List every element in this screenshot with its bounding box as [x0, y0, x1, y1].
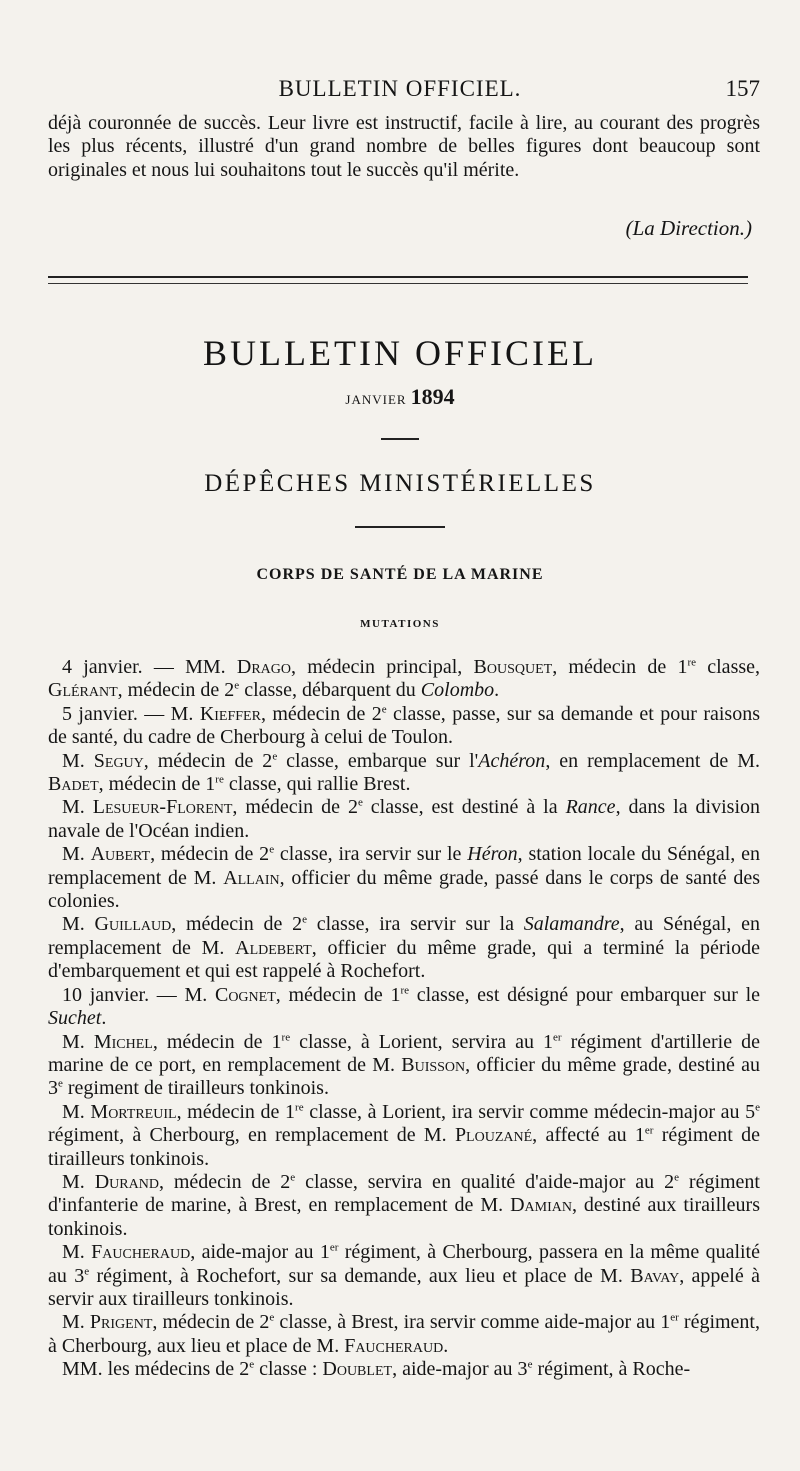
entry-text: classe, servira en qualité d'aide-major au 2	[295, 1170, 675, 1193]
mutation-entry	[48, 1358, 760, 1381]
person-name: Bavay	[630, 1264, 680, 1287]
entry-text: e	[381, 703, 387, 716]
entry-text: er	[670, 1311, 679, 1324]
entry-text: M.	[62, 913, 95, 936]
entry-text: , médecin de 2	[171, 913, 303, 936]
entry-text: régiment d'artillerie de marine de ce port, en remplacement de M.	[48, 1030, 760, 1076]
entry-text: , médecin principal,	[291, 656, 474, 678]
entry-text: re	[295, 1101, 304, 1114]
mutation-entry	[48, 1241, 760, 1311]
entry-text: M.	[62, 1311, 90, 1334]
person-name: Kieffer	[199, 702, 261, 725]
entry-text: , officier du même grade, passé dans le corps de santé des colonies.	[48, 866, 760, 913]
issue-month: JANVIER	[345, 392, 407, 407]
mutation-entry	[48, 1101, 760, 1171]
entry-text: , médecin de 2	[117, 679, 235, 702]
person-name: Drago	[236, 656, 292, 678]
entry-text: , médecin de 1	[98, 773, 216, 796]
entry-text: régiment, à Cherbourg, aux lieu et place de M.	[48, 1311, 760, 1357]
mutation-entries	[48, 656, 760, 1382]
entry-text: 4 janvier. — MM.	[62, 656, 237, 678]
mutation-entry	[48, 750, 760, 797]
mutation-entry	[48, 984, 760, 1031]
person-name: Plouzané	[454, 1124, 533, 1147]
entry-text: er	[329, 1241, 339, 1254]
person-name: Badet	[48, 773, 99, 796]
entry-text: , officier du même grade, destiné au 3	[48, 1053, 760, 1100]
ship-name: Suchet	[48, 1007, 102, 1030]
short-rule	[381, 438, 419, 440]
person-name: Seguy	[93, 749, 144, 772]
entry-text: e	[272, 749, 278, 762]
entry-text: classe, qui rallie Brest.	[223, 773, 411, 796]
person-name: Doublet	[322, 1358, 393, 1381]
entry-text: .	[101, 1007, 107, 1030]
person-name: Guillaud	[94, 913, 172, 936]
entry-text: , aide-major au 1	[190, 1241, 330, 1264]
entry-text: e	[249, 1358, 255, 1371]
running-title: BULLETIN OFFICIEL.	[278, 76, 522, 101]
person-name: Durand	[94, 1170, 159, 1193]
entry-text: e	[84, 1264, 90, 1277]
entry-text: régiment, à Cherbourg, en remplacement de M.	[48, 1124, 455, 1147]
entry-text: classe, est désigné pour embarquer sur le	[409, 983, 761, 1006]
intro-paragraph	[48, 112, 760, 182]
entry-text: e	[269, 1311, 275, 1324]
entry-text: er	[553, 1030, 562, 1043]
person-name: Damian	[510, 1194, 572, 1217]
entry-text: , médecin de 2	[150, 843, 270, 866]
person-name: Faucheraud	[91, 1241, 191, 1264]
person-name: Cognet	[214, 983, 276, 1006]
entry-text: , médecin de 2	[260, 702, 382, 725]
entry-text: classe, à Lorient, servira au 1	[290, 1030, 554, 1053]
issue-date	[0, 384, 800, 410]
entry-text: .	[443, 1334, 449, 1357]
entry-text: , dans la division navale de l'Océan indien.	[48, 796, 761, 842]
bulletin-title: BULLETIN OFFICIEL	[203, 333, 597, 373]
entry-text: classe, ira servir sur le	[274, 843, 468, 866]
entry-text: e	[290, 1171, 296, 1184]
person-name: Prigent	[89, 1311, 153, 1334]
entry-text: , médecin de 1	[275, 983, 401, 1006]
ship-name: Rance	[565, 796, 616, 819]
subsection-title: CORPS DE SANTÉ DE LA MARINE	[256, 566, 544, 583]
entry-text: régiment d'infanterie de marine, à Brest, en remplacement de M.	[48, 1170, 760, 1217]
mutation-entry	[48, 703, 760, 750]
ship-name: Héron	[467, 843, 518, 866]
entry-text: M.	[62, 843, 91, 866]
person-name: Aldebert	[235, 936, 312, 959]
mutation-entry	[48, 796, 760, 843]
entry-text: MM. les médecins de 2	[62, 1358, 250, 1381]
entry-text: 10 janvier. — M.	[62, 983, 215, 1006]
mutation-entry	[48, 1171, 760, 1241]
entry-text: classe, ira servir sur la	[306, 913, 524, 936]
entry-text: classe, passe, sur sa demande et pour raisons de santé, du cadre de Cherbourg à celui de Toulon.	[48, 702, 760, 749]
entry-text: , station locale du Sénégal, en remplacement de M.	[48, 843, 760, 889]
entry-text: .	[494, 679, 500, 702]
entry-text: re	[400, 984, 410, 997]
entry-text: e	[58, 1077, 63, 1090]
entry-text: e	[755, 1101, 760, 1114]
entry-text: régiment, à Rochefort, sur sa demande, aux lieu et place de M.	[89, 1264, 631, 1287]
entry-text: M.	[62, 1241, 92, 1264]
person-name: Glérant	[48, 679, 118, 702]
entry-text: M.	[62, 749, 94, 772]
entry-text: regiment de tirailleurs tonkinois.	[62, 1077, 329, 1100]
entry-text: , médecin de 2	[152, 1311, 270, 1334]
mutation-entry	[48, 913, 760, 983]
ship-name: Salamandre	[523, 913, 620, 936]
person-name: Faucheraud	[344, 1334, 444, 1357]
entry-text: re	[687, 656, 697, 669]
mutation-entry	[48, 656, 760, 703]
entry-text: classe, embarque sur l'	[277, 749, 479, 772]
page-number: 157	[725, 76, 760, 101]
mutation-entry	[48, 1311, 760, 1358]
entry-text: régiment, à Roche-	[532, 1358, 691, 1381]
entry-text: , médecin de 1	[176, 1100, 296, 1123]
person-name: Allain	[223, 866, 280, 889]
person-name: Aubert	[90, 843, 151, 866]
entry-text: e	[269, 843, 275, 856]
entry-text: , affecté au 1	[532, 1124, 645, 1147]
entry-text: , médecin de 1	[152, 1030, 282, 1053]
ship-name: Achéron	[478, 749, 546, 772]
entry-text: e	[674, 1171, 679, 1184]
entry-text: , médecin de 2	[232, 796, 358, 819]
entry-text: , médecin de 2	[158, 1170, 291, 1193]
entry-text: , destiné aux tirailleurs tonkinois.	[48, 1194, 761, 1240]
entry-text: e	[527, 1358, 533, 1371]
short-rule	[355, 526, 445, 528]
mutations-heading: MUTATIONS	[360, 618, 440, 630]
entry-text: er	[644, 1124, 654, 1137]
entry-text: régiment de tirailleurs tonkinois.	[48, 1124, 760, 1170]
entry-text: M.	[62, 1170, 95, 1193]
divider-rule	[48, 276, 748, 278]
entry-text: , officier du même grade, qui a terminé la période d'embarquement et qui est rappelé à Rochefort.	[48, 936, 760, 983]
entry-text: e	[302, 913, 307, 926]
entry-text: classe, à Lorient, ira servir comme médecin-major au 5	[303, 1100, 756, 1123]
signature: (La Direction.)	[625, 216, 752, 240]
entry-text: classe, est destiné à la	[362, 796, 566, 819]
intro-text: déjà couronnée de succès. Leur livre est instructif, facile à lire, au courant des progrès les plus récents, illustré d'un grand nombre de belles figures dont beaucoup sont originales et nous lui souhaitons tout le succès qu'il mérite.	[48, 112, 760, 181]
running-head	[0, 76, 800, 110]
person-name: Lesueur-Florent	[92, 796, 233, 819]
mutation-entry	[48, 843, 760, 913]
entry-text: , médecin de 1	[552, 656, 688, 678]
entry-text: re	[281, 1030, 291, 1043]
entry-text: , au Sénégal, en remplacement de M.	[48, 913, 760, 959]
entry-text: M.	[62, 796, 93, 819]
entry-text: , en remplacement de M.	[545, 749, 760, 772]
entry-text: M.	[62, 1030, 94, 1053]
person-name: Michel	[93, 1030, 153, 1053]
issue-year: 1894	[410, 384, 455, 409]
entry-text: , appelé à servir aux tirailleurs tonkinois.	[48, 1264, 760, 1310]
entry-text: classe :	[254, 1358, 323, 1381]
person-name: Bousquet	[473, 656, 553, 678]
entry-text: re	[215, 773, 224, 786]
ship-name: Colombo	[420, 679, 495, 702]
entry-text: e	[357, 796, 363, 809]
person-name: Mortreuil	[90, 1100, 177, 1123]
entry-text: , médecin de 2	[143, 749, 273, 772]
mutation-entry	[48, 1031, 760, 1101]
entry-text: e	[234, 679, 240, 692]
person-name: Buisson	[401, 1053, 466, 1076]
divider-rule-thin	[48, 283, 748, 284]
entry-text: régiment, à Cherbourg, passera en la même qualité au 3	[48, 1241, 760, 1287]
entry-text: , aide-major au 3	[392, 1358, 528, 1381]
section-title: DÉPÊCHES MINISTÉRIELLES	[204, 470, 596, 497]
entry-text: M.	[62, 1100, 91, 1123]
entry-text: classe,	[696, 656, 761, 678]
entry-text: classe, à Brest, ira servir comme aide-major au 1	[274, 1311, 671, 1334]
entry-text: classe, débarquent du	[239, 679, 421, 702]
entry-text: 5 janvier. — M.	[62, 702, 200, 725]
